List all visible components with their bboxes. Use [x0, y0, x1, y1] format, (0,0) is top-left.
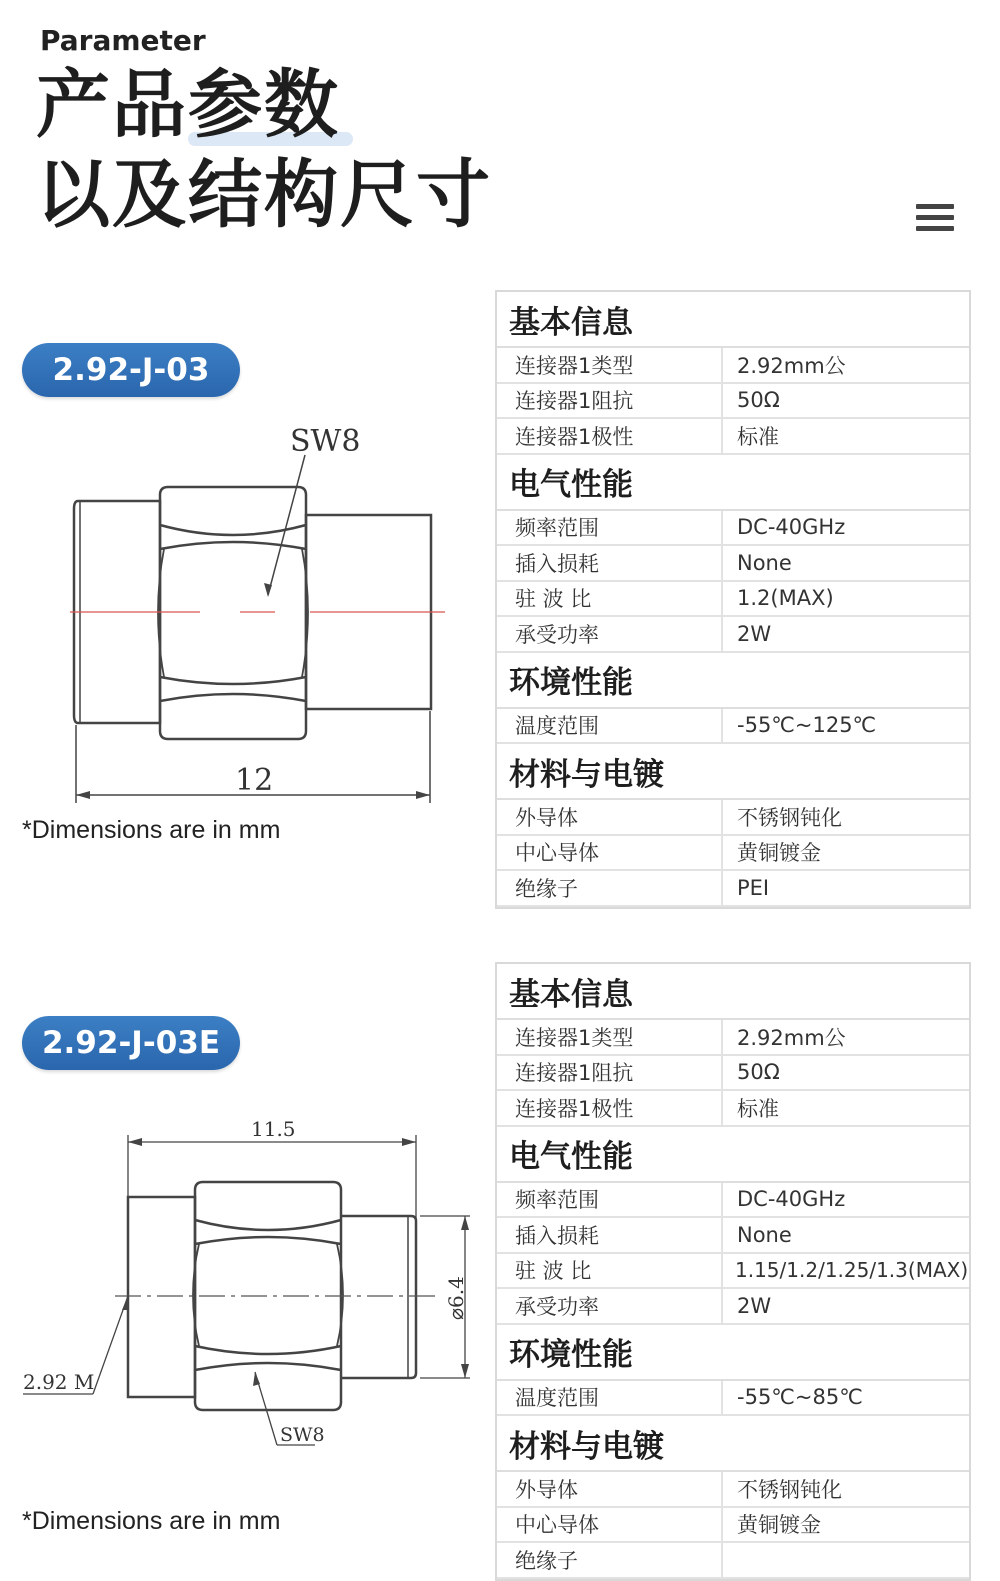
spec-key: 绝缘子 [497, 871, 723, 905]
spec-value: 黄铜镀金 [737, 841, 821, 866]
spec-key: 频率范围 [497, 511, 723, 545]
table-row [497, 800, 969, 836]
spec-value: DC-40GHz [737, 1187, 846, 1212]
table-row [497, 1020, 969, 1056]
spec-key: 中心导体 [497, 836, 723, 870]
table-row [497, 419, 969, 455]
dimensions-note-2: *Dimensions are in mm [22, 1507, 281, 1535]
spec-value: 不锈钢钝化 [737, 1477, 842, 1502]
hamburger-menu-icon[interactable] [912, 200, 958, 236]
section-header: 电气性能 [497, 1127, 969, 1183]
spec-key: 插入损耗 [497, 546, 723, 580]
spec-key: 外导体 [497, 800, 723, 834]
spec-key: 连接器1阻抗 [497, 384, 723, 418]
length-label: 12 [235, 763, 274, 798]
section-header: 材料与电镀 [497, 1416, 969, 1472]
spec-value: 1.15/1.2/1.25/1.3(MAX) [735, 1258, 969, 1283]
spec-value: None [737, 1222, 792, 1247]
spec-table-2 [495, 962, 971, 1581]
sw-label: SW8 [280, 1424, 325, 1446]
spec-value: 黄铜镀金 [737, 1513, 821, 1538]
spec-key: 外导体 [497, 1472, 723, 1506]
spec-value: -55℃~85℃ [737, 1385, 863, 1410]
table-row [497, 617, 969, 653]
spec-key: 连接器1类型 [497, 348, 723, 382]
spec-value: 标准 [737, 424, 779, 449]
table-row [497, 546, 969, 582]
spec-key: 驻 波 比 [497, 1254, 723, 1288]
model-badge-2: 2.92-J-03E [22, 1016, 240, 1070]
spec-key: 连接器1类型 [497, 1020, 723, 1054]
spec-table-1 [495, 290, 971, 909]
spec-key: 温度范围 [497, 709, 723, 743]
table-row [497, 1289, 969, 1325]
table-row [497, 1254, 969, 1290]
connector-drawing-1 [60, 415, 460, 815]
spec-value: 2.92mm公 [737, 1025, 846, 1050]
table-row [497, 582, 969, 618]
table-row [497, 1508, 969, 1544]
table-row [497, 1056, 969, 1092]
table-row [497, 836, 969, 872]
section-header: 环境性能 [497, 1325, 969, 1381]
table-row [497, 511, 969, 547]
section-header: 环境性能 [497, 653, 969, 709]
table-row [497, 1381, 969, 1417]
dimensions-note-1: *Dimensions are in mm [22, 816, 281, 844]
model-badge-1: 2.92-J-03 [22, 343, 240, 397]
table-row [497, 1218, 969, 1254]
table-row [497, 384, 969, 420]
page-title-line1: 产品参数 [36, 62, 340, 148]
spec-key: 承受功率 [497, 1289, 723, 1323]
spec-key: 绝缘子 [497, 1543, 723, 1577]
spec-key: 连接器1阻抗 [497, 1056, 723, 1090]
spec-value: DC-40GHz [737, 515, 846, 540]
table-row [497, 348, 969, 384]
spec-key: 频率范围 [497, 1183, 723, 1217]
section-header: 基本信息 [497, 292, 969, 348]
table-row [497, 871, 969, 907]
menu-bar [916, 204, 954, 209]
diameter-label: ⌀6.4 [444, 1276, 468, 1320]
page-title-line2: 以及结构尺寸 [36, 152, 492, 238]
table-row [497, 709, 969, 745]
spec-key: 温度范围 [497, 1381, 723, 1415]
spec-key: 中心导体 [497, 1508, 723, 1542]
thread-label: 2.92 M [23, 1370, 95, 1394]
spec-value: None [737, 550, 792, 575]
spec-value: 标准 [737, 1096, 779, 1121]
spec-value: 1.2(MAX) [737, 586, 834, 611]
spec-value: 50Ω [737, 388, 780, 413]
section-header: 材料与电镀 [497, 744, 969, 800]
spec-value: 2W [737, 621, 772, 646]
spec-value: 50Ω [737, 1060, 780, 1085]
table-row [497, 1472, 969, 1508]
spec-key: 驻 波 比 [497, 582, 723, 616]
table-row [497, 1091, 969, 1127]
spec-value: PEI [737, 875, 770, 900]
page-subtitle: Parameter [40, 24, 206, 57]
section-header: 电气性能 [497, 455, 969, 511]
spec-key: 连接器1极性 [497, 419, 723, 453]
spec-value: -55℃~125℃ [737, 713, 877, 738]
menu-bar [916, 215, 954, 220]
table-row [497, 1543, 969, 1579]
length-label: 11.5 [251, 1117, 296, 1141]
table-row [497, 1183, 969, 1219]
spec-value: 不锈钢钝化 [737, 805, 842, 830]
menu-bar [916, 226, 954, 231]
sw-label: SW8 [290, 424, 361, 459]
spec-key: 连接器1极性 [497, 1091, 723, 1125]
spec-value: 2W [737, 1293, 772, 1318]
section-header: 基本信息 [497, 964, 969, 1020]
spec-value: 2.92mm公 [737, 353, 846, 378]
spec-value [723, 1543, 969, 1577]
connector-drawing-2 [15, 1110, 485, 1460]
spec-key: 插入损耗 [497, 1218, 723, 1252]
spec-key: 承受功率 [497, 617, 723, 651]
